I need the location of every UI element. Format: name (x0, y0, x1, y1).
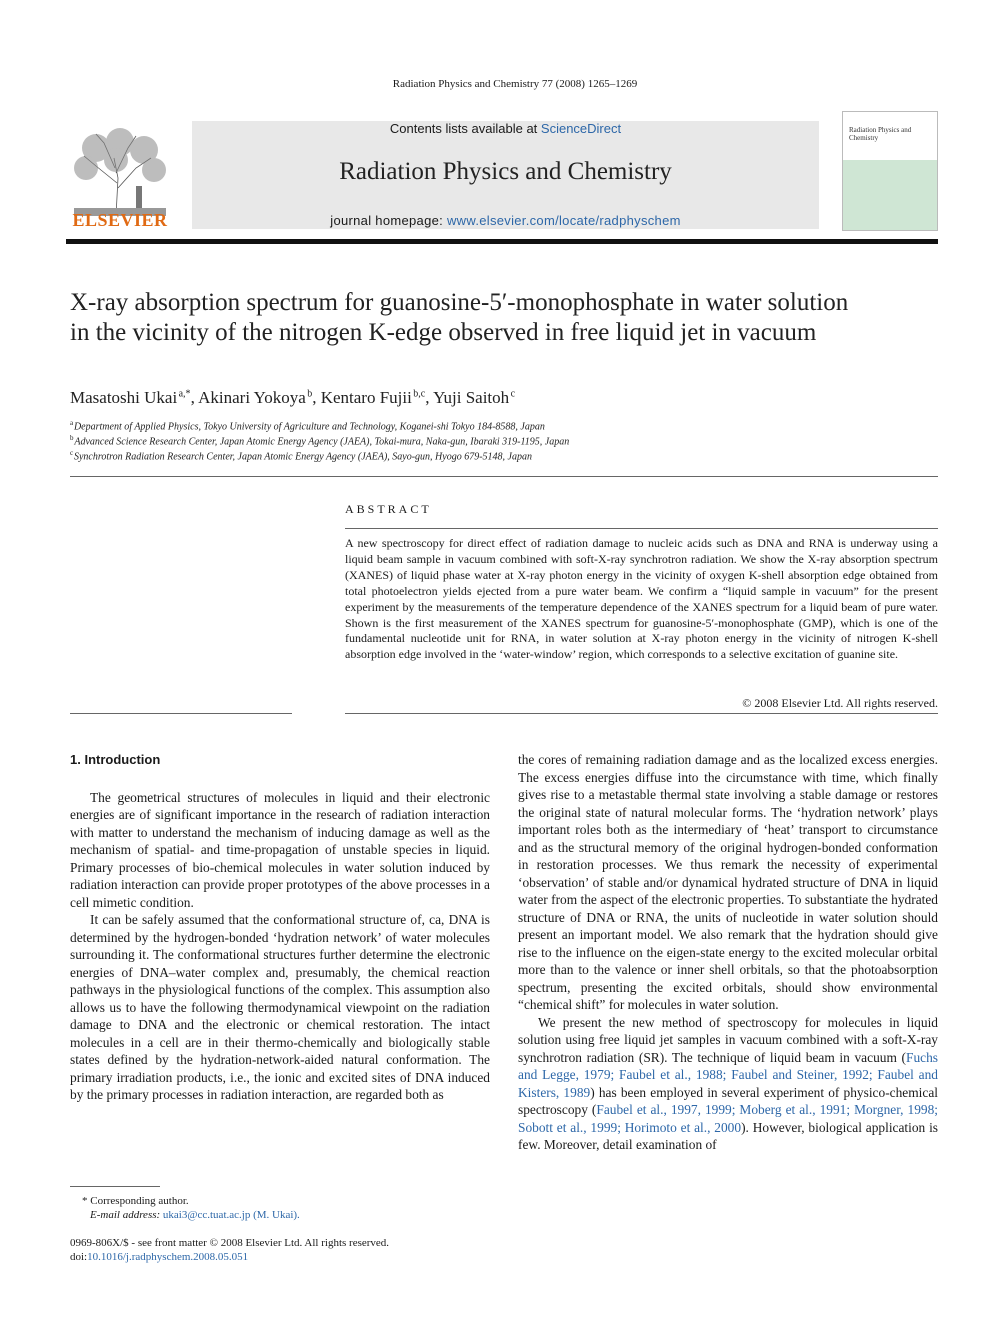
article-title: X-ray absorption spectrum for guanosine-5′-monophosphate in water solution in the vicinity of the nitrogen K-edge observed in free liquid jet in vacuum (70, 289, 849, 346)
citation-link[interactable]: Faubel et al., 1997, 1999; Moberg et al., 1991; Morgner, 1998; Sobott et al., 1999; Horimoto et al., 2000 (518, 1102, 939, 1135)
cover-strip (843, 160, 937, 230)
paragraph-text: ) has been employed in several experiment of physico-chemical spectroscopy ( (518, 1084, 938, 1117)
right-column (518, 751, 938, 1154)
affiliation (70, 434, 930, 447)
homepage-prefix: journal homepage: (330, 213, 447, 228)
journal-name: Radiation Physics and Chemistry (339, 158, 672, 185)
doi-label: doi: (70, 1251, 88, 1263)
citation-link[interactable]: Fuchs and Legge, 1979; Faubel et al., 1988; Faubel and Steiner, 1992; Faubel and Kisters, 1989 (518, 1049, 938, 1100)
affiliation (70, 419, 930, 432)
author-list: Masatoshi Ukai $^{a,*}$, Akinari Yokoya $^b$, Kentaro Fujii $^{b,c}$, Yuji Saitoh $^c$ (70, 388, 516, 407)
affiliation-mark: a (70, 419, 74, 427)
affiliation-text: Advanced Science Research Center, Japan Atomic Energy Agency (JAEA), Tokai-mura, Naka-gun, Ibaraki 319-1195, Japan (74, 436, 570, 448)
author-name: Yuji Saitoh (433, 388, 510, 407)
journal-cover-thumbnail (842, 111, 938, 231)
sciencedirect-link[interactable]: ScienceDirect (540, 121, 622, 136)
email-link[interactable]: ukai3@cc.tuat.ac.jp (M. Ukai). (162, 1209, 300, 1221)
footnote-rule (70, 1186, 160, 1187)
divider (345, 528, 938, 529)
paragraph (518, 1014, 938, 1154)
divider (70, 476, 938, 477)
cover-title: Radiation Physics and Chemistry (849, 126, 912, 142)
contents-line (192, 121, 819, 136)
homepage-link[interactable]: www.elsevier.com/locate/radphyschem (446, 213, 681, 228)
author-name: Akinari Yokoya (198, 388, 306, 407)
paragraph: the cores of remaining radiation damage and as the localized excess energies. The excess energies diffuse into the circumstance with time, which finally gives rise to a metastable thermal state involving a stable damage or restores the original state of natural molecular forms. The ‘hydration network’ plays important roles both as the intermediary of ‘heat’ transport to circumstance and as the structural memory of the original hydrogen-bonded conformation in restoration processes. We thus remark the necessity of experimental ‘observation’ of stable and/or dynamical hydrated structure of DNA in liquid water from the aspect of the electronic properties. To substantiate the hydrated structure of DNA or RNA, the units of nucleotide in water solution should present an important model. We also remark that the hydration should give rise to the influence on the eigen-state energy to the excited molecular orbital more than to the valence or inner shell orbitals, so that the photoabsorption spectrum, presenting the excited orbitals, should show environmental “chemical shift” for molecules in water solution. (518, 752, 938, 1012)
paragraph: It can be safely assumed that the conformational structure of, ca, DNA is determined by the hydrogen-bonded ‘hydration network’ of water molecules surrounding it. The conformational structures further determine the electronic energies of DNA–water complex and, presumably, the chemical reaction pathways in the physiological functions of the complex. This assumption also allows us to have the following thermodynamical viewpoint on the radiation damage to DNA and the electronic or chemical restoration. The intact molecules in a cell are in their thermo-chemically and biologically stable states defined by the hydration-network-aided natural conformation. The primary irradiation products, i.e., the ionic and excited sites of DNA induced by the primary processes in radiation interaction, are regarded both as (70, 912, 490, 1102)
journal-homepage (192, 213, 819, 228)
copyright: © 2008 Elsevier Ltd. All rights reserved. (742, 696, 938, 710)
left-column (70, 751, 490, 1104)
front-matter: 0969-806X/$ - see front matter © 2008 Elsevier Ltd. All rights reserved. (70, 1237, 390, 1249)
divider (70, 713, 292, 714)
header-rule (66, 239, 938, 244)
corresponding-author-note: * Corresponding author. (82, 1195, 189, 1207)
abstract-text: A new spectroscopy for direct effect of radiation damage to nucleic acids such as DNA and RNA is underway using a liquid beam sample in vacuum combined with soft-X-ray synchrotron radiation. We show the X-ray absorption spectrum (XANES) of liquid phase water at X-ray photon energy in the vicinity of oxygen K-shell absorption edge obtained from total photoelectron yields ejected from a pure water beam. We confirm a “liquid sample in vacuum” for the present experiment by the measurements of the temperature dependence of the XANES spectrum for a liquid beam of pure water. Shown is the first measurement of the XANES spectrum for guanosine-5′-monophosphate (GMP), which is one of the fundamental nucleotide unit for RNA, in water solution at X-ray photon energy in the vicinity of nitrogen K-shell absorption edge involved in the ‘water-window’ region, which corresponds to a selective excitation of guanine site. (345, 536, 938, 662)
doi-line (70, 1250, 248, 1264)
affiliation-mark: b (70, 434, 74, 442)
divider (345, 713, 938, 714)
affiliation-text: Synchrotron Radiation Research Center, Japan Atomic Energy Agency (JAEA), Sayo-gun, Hyogo 679-5148, Japan (73, 451, 532, 463)
author-affil-mark[interactable]: b,c (413, 388, 426, 400)
contents-prefix: Contents lists available at (389, 121, 541, 136)
author-affil-mark[interactable]: a,* (178, 388, 191, 400)
paragraph-text: ). However, biological application is few. Moreover, detail examination of (518, 1119, 939, 1152)
affiliation-mark: c (70, 449, 74, 457)
affiliation (70, 449, 930, 462)
email-note (90, 1208, 300, 1222)
abstract-heading: ABSTRACT (345, 502, 432, 516)
author-name: Masatoshi Ukai (70, 388, 178, 407)
author-affil-mark[interactable]: b (307, 388, 313, 400)
author-affil-mark[interactable]: c (510, 388, 516, 400)
affiliation-text: Department of Applied Physics, Tokyo University of Agriculture and Technology, Koganei-shi Tokyo 184-8588, Japan (73, 421, 545, 433)
doi-link[interactable]: 10.1016/j.radphyschem.2008.05.051 (87, 1251, 249, 1263)
email-label: E-mail address: (90, 1209, 163, 1221)
paragraph-text: We present the new method of spectroscopy for molecules in liquid solution using free liquid jet samples in vacuum combined with a soft-X-ray synchrotron radiation (SR). The technique of liquid beam in vacuum ( (518, 1014, 938, 1065)
paragraph: The geometrical structures of molecules in liquid and their electronic energies are of significant importance in the research of radiation interaction with matter to understand the mechanism of inducing damage as well as the mechanism of spatial- and time-propagation of unstable species in liquid. Primary processes of bio-chemical molecules in water solution induced by radiation interaction can provide proper prototypes of the above processes in a cell mimetic condition. (70, 789, 490, 910)
journal-citation: Radiation Physics and Chemistry 77 (2008) 1265–1269 (392, 78, 638, 90)
author-name: Kentaro Fujii (320, 388, 412, 407)
elsevier-wordmark: ELSEVIER (72, 210, 168, 230)
section-heading: 1. Introduction (70, 752, 161, 767)
